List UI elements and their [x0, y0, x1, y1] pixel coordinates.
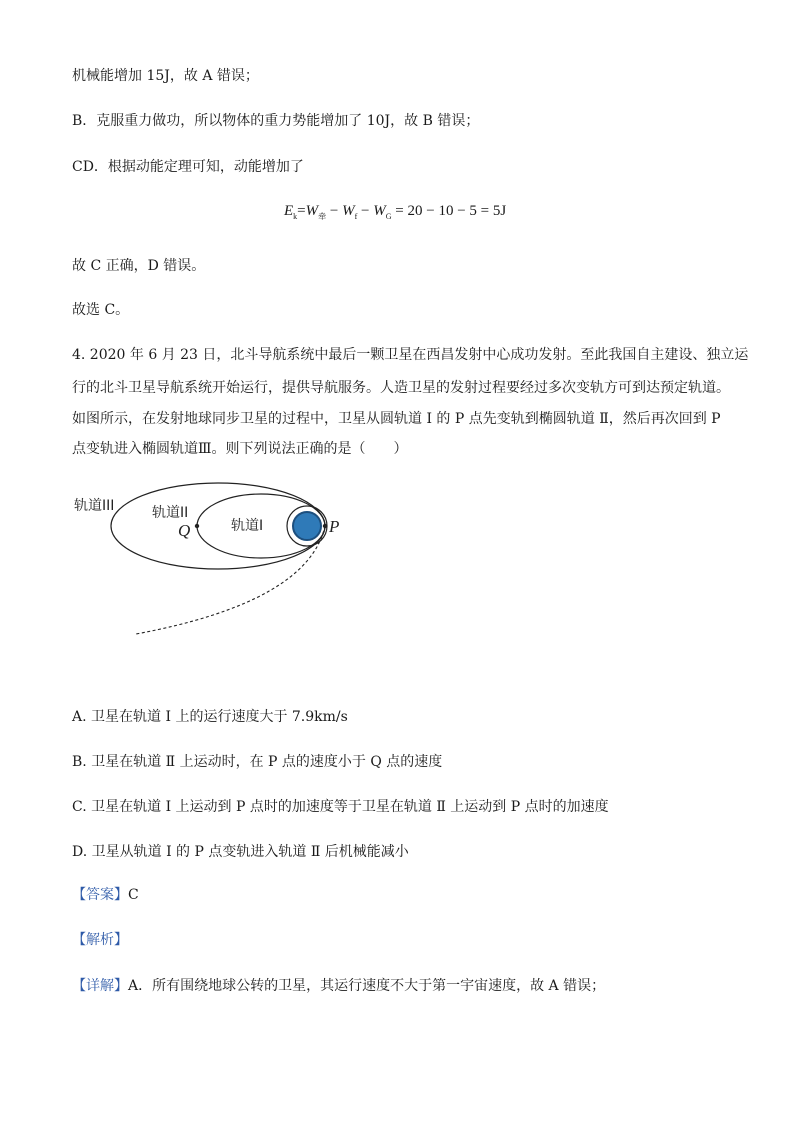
analysis-line — [72, 930, 128, 950]
formula-minus-1: − — [326, 203, 343, 219]
answer-value: C — [128, 887, 139, 903]
formula-ek: E — [284, 203, 294, 219]
point-p-label: P — [329, 517, 340, 536]
question-line-4: 点变轨进入椭圆轨道Ⅲ。则下列说法正确的是（ ） — [72, 441, 408, 457]
orbit-3-label: 轨道III — [74, 498, 115, 514]
text-line-4: 故 C 正确，D 错误。 — [72, 258, 206, 274]
text-line-5: 故选 C。 — [72, 302, 130, 318]
option-a: A. 卫星在轨道 I 上的运行速度大于 7.9km/s — [72, 709, 348, 725]
formula-w1-sub: 牵 — [318, 212, 327, 221]
earth-icon — [293, 512, 321, 540]
option-d: D. 卫星从轨道 I 的 P 点变轨进入轨道 Ⅱ 后机械能减小 — [72, 844, 409, 860]
detail-label: 【详解】 — [72, 978, 128, 994]
formula-w3-sub: G — [385, 212, 392, 221]
question-line-2: 行的北斗卫星导航系统开始运行，提供导航服务。人造卫星的发射过程要经过多次变轨方可到达预定轨道。 — [72, 380, 730, 396]
formula-w2-sub: f — [354, 212, 358, 221]
point-p-dot — [323, 524, 327, 528]
formula-rhs: = 20 − 10 − 5 = 5J — [391, 203, 507, 219]
formula-w3: W — [373, 203, 386, 219]
answer-label: 【答案】 — [72, 887, 128, 903]
point-q-dot — [195, 524, 199, 528]
analysis-label: 【解析】 — [72, 932, 128, 948]
launch-trajectory — [136, 526, 325, 634]
orbit-1-label: 轨道I — [231, 518, 264, 534]
question-line-1: 4. 2020 年 6 月 23 日，北斗导航系统中最后一颗卫星在西昌发射中心成功发射。至此我国自主建设、独立运 — [72, 347, 749, 363]
orbit-2-label: 轨道II — [152, 505, 189, 521]
kinetic-energy-formula — [284, 203, 506, 222]
orbit-diagram — [68, 482, 348, 642]
formula-ek-sub: k — [293, 212, 298, 221]
text-line-3: CD．根据动能定理可知，动能增加了 — [72, 159, 304, 175]
option-b: B. 卫星在轨道 Ⅱ 上运动时，在 P 点的速度小于 Q 点的速度 — [72, 754, 443, 770]
point-q-label: Q — [178, 521, 191, 540]
formula-eq: = — [297, 203, 306, 219]
formula-w2: W — [342, 203, 355, 219]
detail-text: A．所有围绕地球公转的卫星，其运行速度不大于第一宇宙速度，故 A 错误； — [128, 978, 606, 994]
detail-line — [72, 976, 605, 996]
question-line-3: 如图所示，在发射地球同步卫星的过程中，卫星从圆轨道 I 的 P 点先变轨到椭圆轨道 Ⅱ，然后再次回到 P — [72, 411, 721, 427]
text-line-2: B．克服重力做功，所以物体的重力势能增加了 10J，故 B 错误； — [72, 113, 480, 129]
option-c: C. 卫星在轨道 I 上运动到 P 点时的加速度等于卫星在轨道 Ⅱ 上运动到 P 点时的加速度 — [72, 799, 609, 815]
formula-w1: W — [305, 203, 319, 219]
text-line-1: 机械能增加 15J，故 A 错误； — [72, 68, 259, 84]
answer-line — [72, 885, 139, 905]
formula-minus-2: − — [357, 203, 374, 219]
